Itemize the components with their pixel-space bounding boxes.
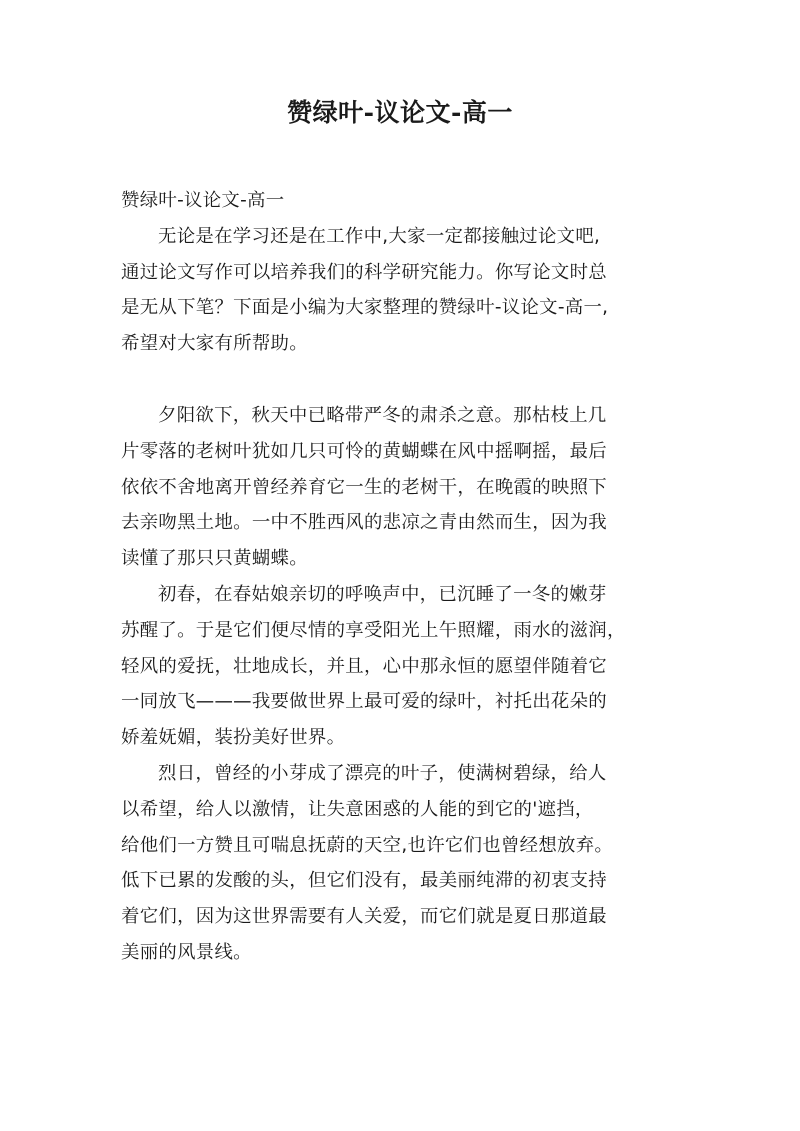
text-line: 烈日，曾经的小芽成了漂亮的叶子，使满树碧绿，给人 [158,762,607,784]
paragraph-summer [121,756,681,971]
text-line: 苏醒了。于是它们便尽情的享受阳光上午照耀，雨水的滋润， [121,619,626,641]
text-line: 读懂了那只只黄蝴蝶。 [121,548,308,570]
text-line: 低下已累的发酸的头，但它们没有，最美丽纯滞的初衷支持 [121,870,607,892]
text-line: 着它们，因为这世界需要有人关爱，而它们就是夏日那道最 [121,906,607,928]
text-line: 一同放飞———我要做世界上最可爱的绿叶，衬托出花朵的 [121,691,607,713]
paragraph-spring [121,577,681,756]
document-subtitle: 赞绿叶-议论文-高一 [121,190,285,211]
document-title: 赞绿叶-议论文-高一 [287,98,513,127]
paragraph-spacer [121,362,681,398]
text-line: 通过论文写作可以培养我们的科学研究能力。你写论文时总 [121,261,607,283]
document-body [121,183,681,971]
text-line: 希望对大家有所帮助。 [121,333,308,355]
text-line: 初春，在春姑娘亲切的呼唤声中，已沉睡了一冬的嫩芽 [158,583,607,605]
text-line: 无论是在学习还是在工作中,大家一定都接触过论文吧, [158,225,601,247]
paragraph-intro [121,219,681,362]
text-line: 是无从下笔？下面是小编为大家整理的赞绿叶-议论文-高一, [121,297,609,319]
text-line: 轻风的爱抚，壮地成长，并且，心中那永恒的愿望伴随着它 [121,655,607,677]
text-line: 片零落的老树叶犹如几只可怜的黄蝴蝶在风中摇啊摇，最后 [121,440,607,462]
text-line: 夕阳欲下，秋天中已略带严冬的肃杀之意。那枯枝上几 [158,404,607,426]
text-line: 给他们一方赞且可喘息抚蔚的天空,也许它们也曾经想放弃。 [121,834,614,856]
paragraph-autumn [121,398,681,577]
text-line: 去亲吻黑土地。一中不胜西风的悲凉之青由然而生，因为我 [121,512,607,534]
text-line: 以希望，给人以激情，让失意困惑的人能的到它的'遮挡， [121,798,594,820]
text-line: 依依不舍地离开曾经养育它一生的老树干，在晚霞的映照下 [121,476,607,498]
text-line: 美丽的风景线。 [121,941,252,963]
text-line: 娇羞妩媚，装扮美好世界。 [121,727,346,749]
